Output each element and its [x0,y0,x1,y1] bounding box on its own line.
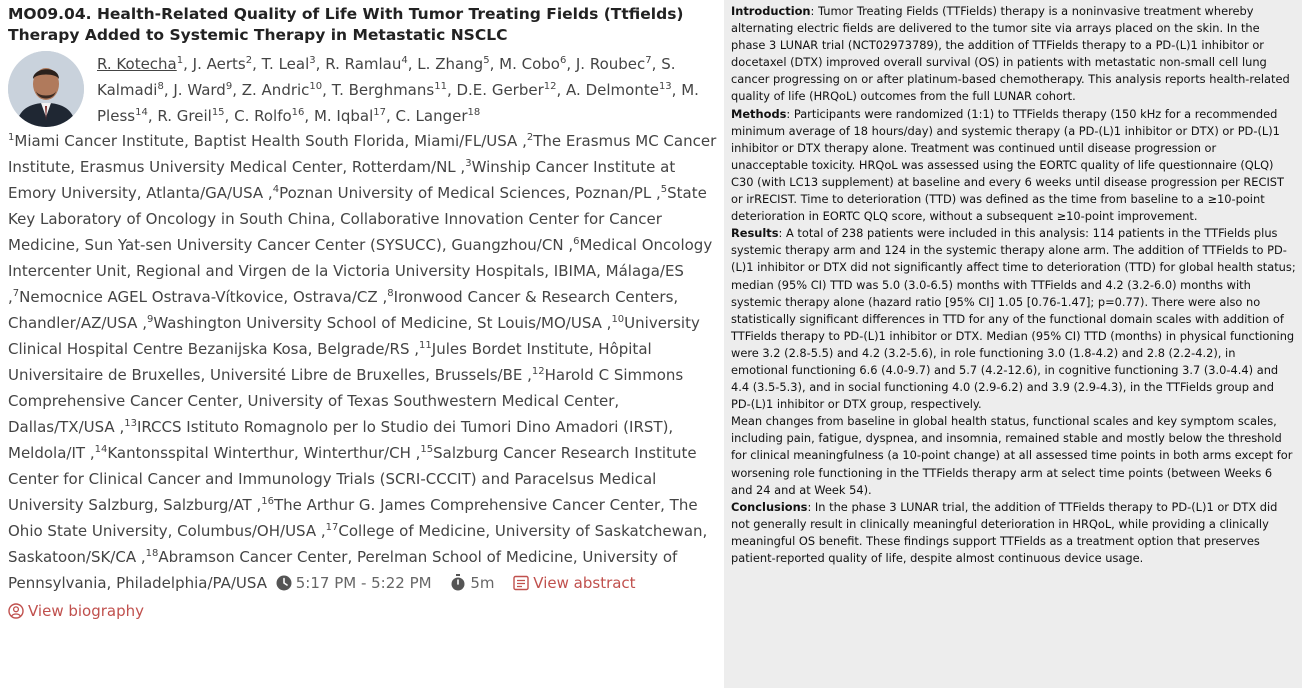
introduction-heading: Introduction [731,4,811,18]
author-sup: 9 [225,81,233,92]
author-name: L. Zhang [417,55,484,73]
affiliation-sup: 18 [145,548,159,559]
affiliation-sup: 3 [465,158,472,169]
affiliation-text: The Arthur G. James Comprehensive Cancer Center, The Ohio State University, Columbus/OH/USA [8,496,698,540]
affiliation-sup: 13 [124,418,137,429]
affiliation-text: Abramson Cancer Center, Perelman School of Medicine, University of Pennsylvania, Philadelphia/PA/USA [8,548,678,592]
author-list: R. Kotecha$^1$, J. Aerts$^2$, T. Leal$^3$, R. Ramlau$^4$, L. Zhang$^5$, M. Cobo$^6$, J. Roubec$^7$, S. Kalmadi$^8$, J. Ward$^9$, Z. Andric$^{10}$, T. Berghmans$^{11}$, D.E. Gerber$^{12}$, A. Delmonte$^{13}$, M. Pless$^{14}$, R. Greil$^{15}$, C. Rolfo$^{16}$, M. Iqbal$^{17}$, C. Langer$^{18}$ [97,55,699,125]
abstract-methods [731,106,1296,226]
affiliation-text: Washington University School of Medicine, St Louis/MO/USA [153,314,602,332]
author-sup: 12 [543,81,557,92]
author-name: J. Aerts [192,55,246,73]
author-name: A. Delmonte [566,81,659,99]
conclusions-text: : In the phase 3 LUNAR trial, the addition of TTFields therapy to PD-(L)1 or DTX did not generally result in clinically meaningful deterioration in HRQoL, while providing a clinically meaningful OS benefit. These findings support TTFields as a treatment option that preserves patient-reported quality of life, despite almost continuous device usage. [731,499,1278,565]
author-sup: 3 [309,55,316,66]
author-sup: 17 [373,107,386,118]
author-sup: 10 [309,81,323,92]
affiliation-sup: 15 [420,444,434,455]
author-name: J. Roubec [575,55,646,73]
affiliation-sup: 4 [272,184,280,195]
user-circle-icon [8,602,24,626]
avatar [8,51,84,127]
abstract-panel [724,0,1302,688]
affiliation-text: Poznan University of Medical Sciences, Poznan/PL [279,184,652,202]
affiliation-text: University Clinical Hospital Centre Bezanijska Kosa, Belgrade/RS [8,314,700,358]
affiliation-sup: 17 [325,522,339,533]
session-time: 5:17 PM - 5:22 PM [295,574,432,592]
affiliation-text: College of Medicine, University of Saskatchewan, Saskatoon/SK/CA [8,522,708,566]
affiliation-sup: 2 [526,132,534,143]
author-sup: 18 [467,107,481,118]
author-sup: 5 [483,55,490,66]
abstract-results [731,225,1296,413]
abstract-conclusions [731,499,1296,567]
session-code: MO09.04. [8,5,92,23]
affiliation-text: Kantonsspital Winterthur, Winterthur/CH [107,444,411,462]
speaker-block [8,51,722,129]
author-name: R. Ramlau [325,55,402,73]
author-name: C. Langer [395,107,468,125]
methods-heading: Methods [731,106,787,121]
affiliation-text: Jules Bordet Institute, Hôpital Universitaire de Bruxelles, Université Libre de Bruxelles, Brussels/BE [8,340,652,384]
author-sup: 15 [211,107,225,118]
author-name: C. Rolfo [234,107,292,125]
results-text: : A total of 238 patients were included in this analysis: 114 patients in the TTFields plus systemic therapy arm and 124 in the systemic therapy alone arm. The addition of TTFields to PD-(L)1 inhibitor or DTX did not significantly affect time to deterioration (TTD) for global health status; median (95% CI) TTD was 5.0 (3.0-6.5) months with TTFields and 4.2 (3.2-6.0) months with systemic therapy alone (hazard ratio [95% CI] 1.05 [0.76-1.47]; p=0.77). There were also no statistically significant differences in TTD for any of the functional domain scales with addition of TTFields therapy to PD-(L)1 inhibitor or DTX. Median (95% CI) TTD (months) in physical functioning were 3.2 (2.8-5.5) and 4.2 (3.2-5.6), in role functioning 3.0 (1.8-4.2) and 2.8 (2.2-4.2), in emotional functioning 6.6 (4.0-9.7) and 5.7 (4.2-12.6), in cognitive functioning 3.7 (3.0-4.4) and 4.4 (3.5-5.3), and in social functioning 4.0 (2.9-6.2) and 3.9 (2.9-4.3), in the TTFields group and PD-(L)1 inhibitor or DTX group, respectively. [731,226,1296,412]
author-sup: 16 [291,107,305,118]
view-abstract-label: View abstract [533,574,636,592]
view-biography-label: View biography [28,602,145,620]
affiliation-sup: 12 [531,366,545,377]
affiliation-text: Winship Cancer Institute at Emory University, Atlanta/GA/USA [8,158,676,202]
session-meta [267,574,636,592]
author-sup: 8 [157,81,164,92]
affiliation-text: IRCCS Istituto Romagnolo per lo Studio dei Tumori Dino Amadori (IRST), Meldola/IT [8,418,674,462]
author-name: D.E. Gerber [456,81,544,99]
affiliation-sup: 8 [387,288,394,299]
author-sup: 13 [658,81,672,92]
affiliation-sup: 14 [94,444,108,455]
author-name: M. Iqbal [313,107,374,125]
affiliation-sup: 6 [573,236,580,247]
affiliation-text: Salzburg Cancer Research Institute Center for Clinical Cancer and Immunology Trials (SCRI-CCCIT) and Paracelsus Medical University Salzburg, Salzburg/AT [8,444,697,514]
session-duration: 5m [470,574,495,592]
author-name: J. Ward [173,81,226,99]
stopwatch-icon [450,573,466,599]
clock-icon [276,573,292,599]
author-sup: 14 [135,107,148,118]
author-sup: 2 [245,55,253,66]
affiliation-sup: 16 [261,496,274,507]
abstract-introduction [731,3,1296,106]
affiliation-sup: 9 [147,314,154,325]
affiliation-text: State Key Laboratory of Oncology in South China, Collaborative Innovation Center for Cancer Medicine, Sun Yat-sen University Cancer Center (SYSUCC), Guangzhou/CN [8,184,707,254]
affiliation-text: Nemocnice AGEL Ostrava-Vítkovice, Ostrava/CZ [19,288,378,306]
affiliation-sup: 5 [660,184,668,195]
author-sup: 11 [434,81,447,92]
affiliation-list: $^1$Miami Cancer Institute, Baptist Health South Florida, Miami/FL/USA ,$^2$The Erasmus MC Cancer Institute, Erasmus University Medical Center, Rotterdam/NL ,$^3$Winship Cancer Institute at Emory University, Atlanta/GA/USA ,$^4$Poznan University of Medical Sciences, Poznan/PL ,$^5$State Key Laboratory of Oncology in South China, Collaborative Innovation Center for Cancer Medicine, Sun Yat-sen University Cancer Center (SYSUCC), Guangzhou/CN ,$^6$Medical Oncology Intercenter Unit, Regional and Virgen de la Victoria University Hospitals, IBIMA, Málaga/ES ,$^7$Nemocnice AGEL Ostrava-Vítkovice, Ostrava/CZ ,$^8$Ironwood Cancer & Research Centers, Chandler/AZ/USA ,$^9$Washington University School of Medicine, St Louis/MO/USA ,$^{10}$University Clinical Hospital Centre Bezanijska Kosa, Belgrade/RS ,$^{11}$Jules Bordet Institute, Hôpital Universitaire de Bruxelles, Université Libre de Bruxelles, Brussels/BE ,$^{12}$Harold C Simmons Comprehensive Cancer Center, University of Texas Southwestern Medical Center, Dallas/TX/USA ,$^{13}$IRCCS Istituto Romagnolo per lo Studio dei Tumori Dino Amadori (IRST), Meldola/IT ,$^{14}$Kantonsspital Winterthur, Winterthur/CH ,$^{15}$Salzburg Cancer Research Institute Center for Clinical Cancer and Immunology Trials (SCRI-CCCIT) and Paracelsus Medical University Salzburg, Salzburg/AT ,$^{16}$The Arthur G. James Comprehensive Cancer Center, The Ohio State University, Columbus/OH/USA ,$^{17}$College of Medicine, University of Saskatchewan, Saskatoon/SK/CA ,$^{18}$Abramson Cancer Center, Perelman School of Medicine, University of Pennsylvania, Philadelphia/PA/USA 5:17 PM - 5:22 PM 5m View abstract [8,128,722,599]
author-name: T. Leal [261,55,310,73]
author-sup: 7 [645,55,652,66]
author-name: M. Cobo [499,55,560,73]
affiliation-sup: 11 [419,340,432,351]
session-title-text: Health-Related Quality of Life With Tumor Treating Fields (Ttfields) Therapy Added to Systemic Therapy in Metastatic NSCLC [8,5,684,44]
author-name: M. Pless [97,81,699,125]
methods-text: : Participants were randomized (1:1) to TTFields therapy (150 kHz for a recommended minimum average of 18 hours/day) and systemic therapy (a PD-(L)1 inhibitor or DTX) or PD-(L)1 inhibitor or DTX therapy alone. Treatment was continued until disease progression or unacceptable toxicity. HRQoL was assessed using the EORTC quality of life questionnaire (QLQ) C30 (with LC13 supplement) at baseline and every 6 weeks until disease progression per RECIST or irRECIST. Time to deterioration (TTD) was defined as the time from baseline to a ≥10-point deterioration in EORTC QLQ score, without a subsequent ≥10-point improvement. [731,106,1284,224]
author-sup: 6 [559,55,567,66]
author-name: S. Kalmadi [97,55,676,99]
affiliation-text: Harold C Simmons Comprehensive Cancer Center, University of Texas Southwestern Medical Center, Dallas/TX/USA [8,366,684,436]
document-list-icon [513,573,529,599]
affiliation-text: Miami Cancer Institute, Baptist Health South Florida, Miami/FL/USA [14,132,518,150]
conclusions-heading: Conclusions [731,499,808,514]
author-name: R. Greil [157,107,212,125]
presenter-name[interactable]: R. Kotecha [97,55,177,73]
presenter-sup: 1 [176,55,184,66]
view-biography-link[interactable] [8,599,722,626]
affiliation-text: Medical Oncology Intercenter Unit, Regional and Virgen de la Victoria University Hospitals, IBIMA, Málaga/ES [8,236,713,280]
author-name: Z. Andric [241,81,310,99]
abstract-results-2: Mean changes from baseline in global health status, functional scales and key symptom scales, including pain, fatigue, dyspnea, and insomnia, remained stable and mostly below the threshold for clinical meaningfulness (a 10-point change) at all assessed time points in both arms except for worsening role functioning in the TTFields therapy arm at select time points (between Weeks 6 and 24 and at Week 54). [731,414,1293,497]
author-sup: 4 [401,55,408,66]
author-name: T. Berghmans [331,81,435,99]
session-detail [8,4,722,688]
person-photo-icon [8,51,84,127]
affiliation-sup: 7 [12,288,20,299]
affiliation-sup: 10 [611,314,625,325]
session-title [8,4,722,46]
results-heading: Results [731,226,779,241]
introduction-text: : Tumor Treating Fields (TTFields) therapy is a noninvasive treatment whereby alternating electric fields are delivered to the tumor site via arrays placed on the skin. In the phase 3 LUNAR trial (NCT02973789), the addition of TTFields therapy to a PD-(L)1 inhibitor or docetaxel (DTX) improved overall survival (OS) in patients with metastatic non-small cell lung cancer progressing on or after platinum-based chemotherapy. This analysis reports health-related quality of life (HRQoL) outcomes from the full LUNAR cohort. [731,4,1290,104]
affiliation-sup: 1 [8,132,15,143]
affiliation-text: The Erasmus MC Cancer Institute, Erasmus University Medical Center, Rotterdam/NL [8,132,717,176]
affiliation-text: Ironwood Cancer & Research Centers, Chandler/AZ/USA [8,288,679,332]
view-abstract-link[interactable] [499,574,635,592]
